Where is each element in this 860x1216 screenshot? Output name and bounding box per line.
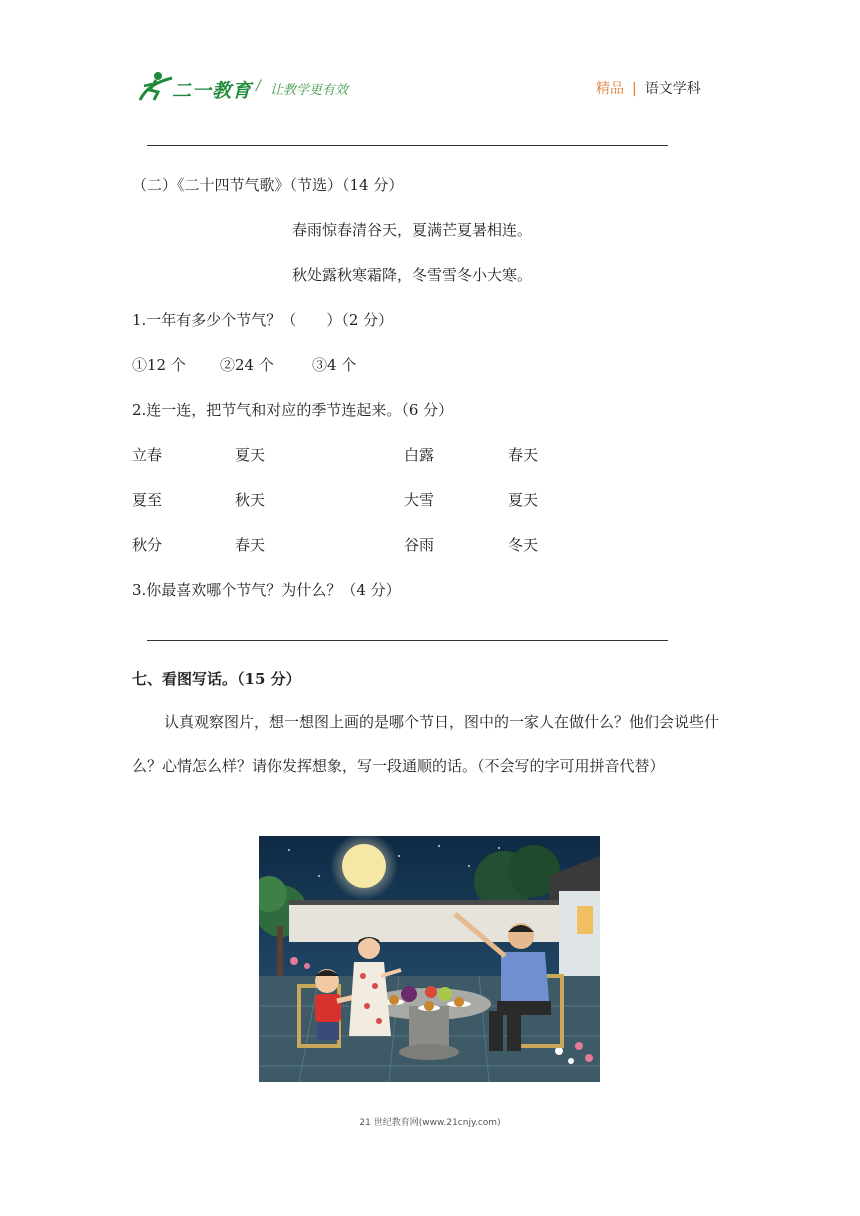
solar-term: 立春 [132, 446, 163, 464]
logo-slogan: 让教学更有效 [270, 83, 349, 98]
header-right [596, 78, 701, 98]
footer-source: 21 世纪教育网(www.21cnjy.com) [359, 1118, 501, 1128]
solar-term: 大雪 [404, 491, 435, 509]
season: 秋天 [235, 491, 266, 509]
option: ①12 个 [132, 356, 186, 374]
question-3: 3.你最喜欢哪个节气？为什么？（4 分） [132, 581, 401, 599]
solar-term: 谷雨 [404, 536, 435, 554]
option: ②24 个 [220, 356, 274, 374]
option: ③4 个 [312, 356, 357, 374]
season: 春天 [235, 536, 266, 554]
poem-line: 春雨惊春清谷天，夏满芒夏暑相连。 [292, 221, 533, 239]
logo-text: 二一教育 [172, 80, 253, 102]
brand-logo [136, 70, 376, 106]
solar-term: 秋分 [132, 536, 163, 554]
header-divider: | [632, 81, 637, 97]
solar-term: 夏至 [132, 491, 163, 509]
solar-term: 白露 [404, 446, 435, 464]
answer-line [147, 145, 668, 146]
season: 夏天 [235, 446, 266, 464]
poem-line: 秋处露秋寒霜降，冬雪雪冬小大寒。 [292, 266, 533, 284]
question-1: 1.一年有多少个节气？（ ）（2 分） [132, 311, 394, 329]
subject-label: 语文学科 [644, 81, 701, 97]
runner-logo-icon [136, 70, 174, 104]
answer-line [147, 640, 668, 641]
season: 夏天 [508, 491, 539, 509]
writing-prompt: 认真观察图片，想一想图上画的是哪个节日，图中的一家人在做什么？他们会说些什么？心情怎么样？请你发挥想象，写一段通顺的话。（不会写的字可用拼音代替） [132, 713, 720, 775]
season: 冬天 [508, 536, 539, 554]
logo-separator: / [256, 78, 261, 94]
section-title: （二）《二十四节气歌》（节选）（14 分） [132, 176, 404, 194]
season: 春天 [508, 446, 539, 464]
section-title: 七、看图写话。（15 分） [132, 670, 301, 688]
mid-autumn-family-illustration [259, 836, 600, 1082]
quality-label: 精品 [596, 81, 624, 97]
question-2: 2.连一连，把节气和对应的季节连起来。（6 分） [132, 401, 454, 419]
